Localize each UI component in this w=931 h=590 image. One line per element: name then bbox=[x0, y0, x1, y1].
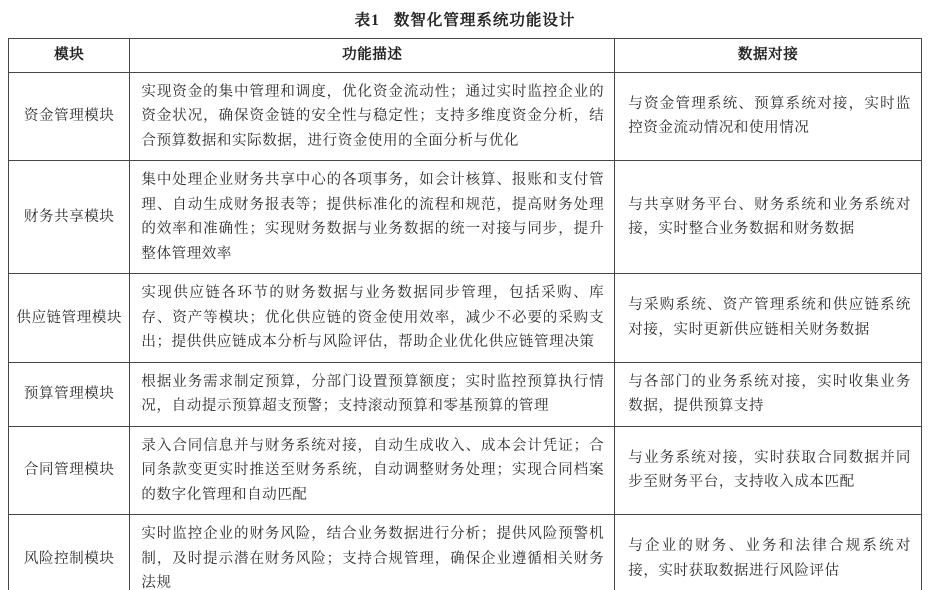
integration-cell: 与各部门的业务系统对接，实时收集业务数据，提供预算支持 bbox=[615, 362, 922, 426]
table-row bbox=[9, 426, 922, 515]
table-row bbox=[9, 161, 922, 274]
header-description: 功能描述 bbox=[130, 39, 615, 73]
module-cell: 预算管理模块 bbox=[9, 362, 130, 426]
integration-cell: 与企业的财务、业务和法律合规系统对接，实时获取数据进行风险评估 bbox=[615, 515, 922, 590]
description-cell: 集中处理企业财务共享中心的各项事务，如会计核算、报账和支付管理、自动生成财务报表等；提供标准化的流程和规范，提高财务处理的效率和准确性；实现财务数据与业务数据的统一对接与同步，提升整体管理效率 bbox=[130, 161, 615, 274]
integration-cell: 与采购系统、资产管理系统和供应链系统对接，实时更新供应链相关财务数据 bbox=[615, 274, 922, 363]
function-design-table bbox=[8, 38, 922, 590]
table-row bbox=[9, 274, 922, 363]
description-cell: 实现供应链各环节的财务数据与业务数据同步管理，包括采购、库存、资产等模块；优化供应链的资金使用效率，减少不必要的采购支出；提供供应链成本分析与风险评估，帮助企业优化供应链管理决策 bbox=[130, 274, 615, 363]
header-integration: 数据对接 bbox=[615, 39, 922, 73]
table-header-row bbox=[9, 39, 922, 73]
table-row bbox=[9, 362, 922, 426]
table-row bbox=[9, 515, 922, 590]
table-title-text: 数智化管理系统功能设计 bbox=[393, 12, 576, 29]
module-cell: 风险控制模块 bbox=[9, 515, 130, 590]
description-cell: 根据业务需求制定预算，分部门设置预算额度；实时监控预算执行情况，自动提示预算超支预警；支持滚动预算和零基预算的管理 bbox=[130, 362, 615, 426]
module-cell: 资金管理模块 bbox=[9, 72, 130, 161]
table-body bbox=[9, 72, 922, 590]
header-module: 模块 bbox=[9, 39, 130, 73]
integration-cell: 与资金管理系统、预算系统对接，实时监控资金流动情况和使用情况 bbox=[615, 72, 922, 161]
integration-cell: 与共享财务平台、财务系统和业务系统对接，实时整合业务数据和财务数据 bbox=[615, 161, 922, 274]
description-cell: 实现资金的集中管理和调度，优化资金流动性；通过实时监控企业的资金状况，确保资金链的安全性与稳定性；支持多维度资金分析，结合预算数据和实际数据，进行资金使用的全面分析与优化 bbox=[130, 72, 615, 161]
table-number: 表1 bbox=[354, 12, 380, 29]
description-cell: 实时监控企业的财务风险，结合业务数据进行分析；提供风险预警机制，及时提示潜在财务风险；支持合规管理，确保企业遵循相关财务法规 bbox=[130, 515, 615, 590]
integration-cell: 与业务系统对接，实时获取合同数据并同步至财务平台，支持收入成本匹配 bbox=[615, 426, 922, 515]
module-cell: 财务共享模块 bbox=[9, 161, 130, 274]
description-cell: 录入合同信息并与财务系统对接，自动生成收入、成本会计凭证；合同条款变更实时推送至财务系统，自动调整财务处理；实现合同档案的数字化管理和自动匹配 bbox=[130, 426, 615, 515]
table-caption bbox=[8, 8, 922, 30]
table-row bbox=[9, 72, 922, 161]
module-cell: 供应链管理模块 bbox=[9, 274, 130, 363]
module-cell: 合同管理模块 bbox=[9, 426, 130, 515]
